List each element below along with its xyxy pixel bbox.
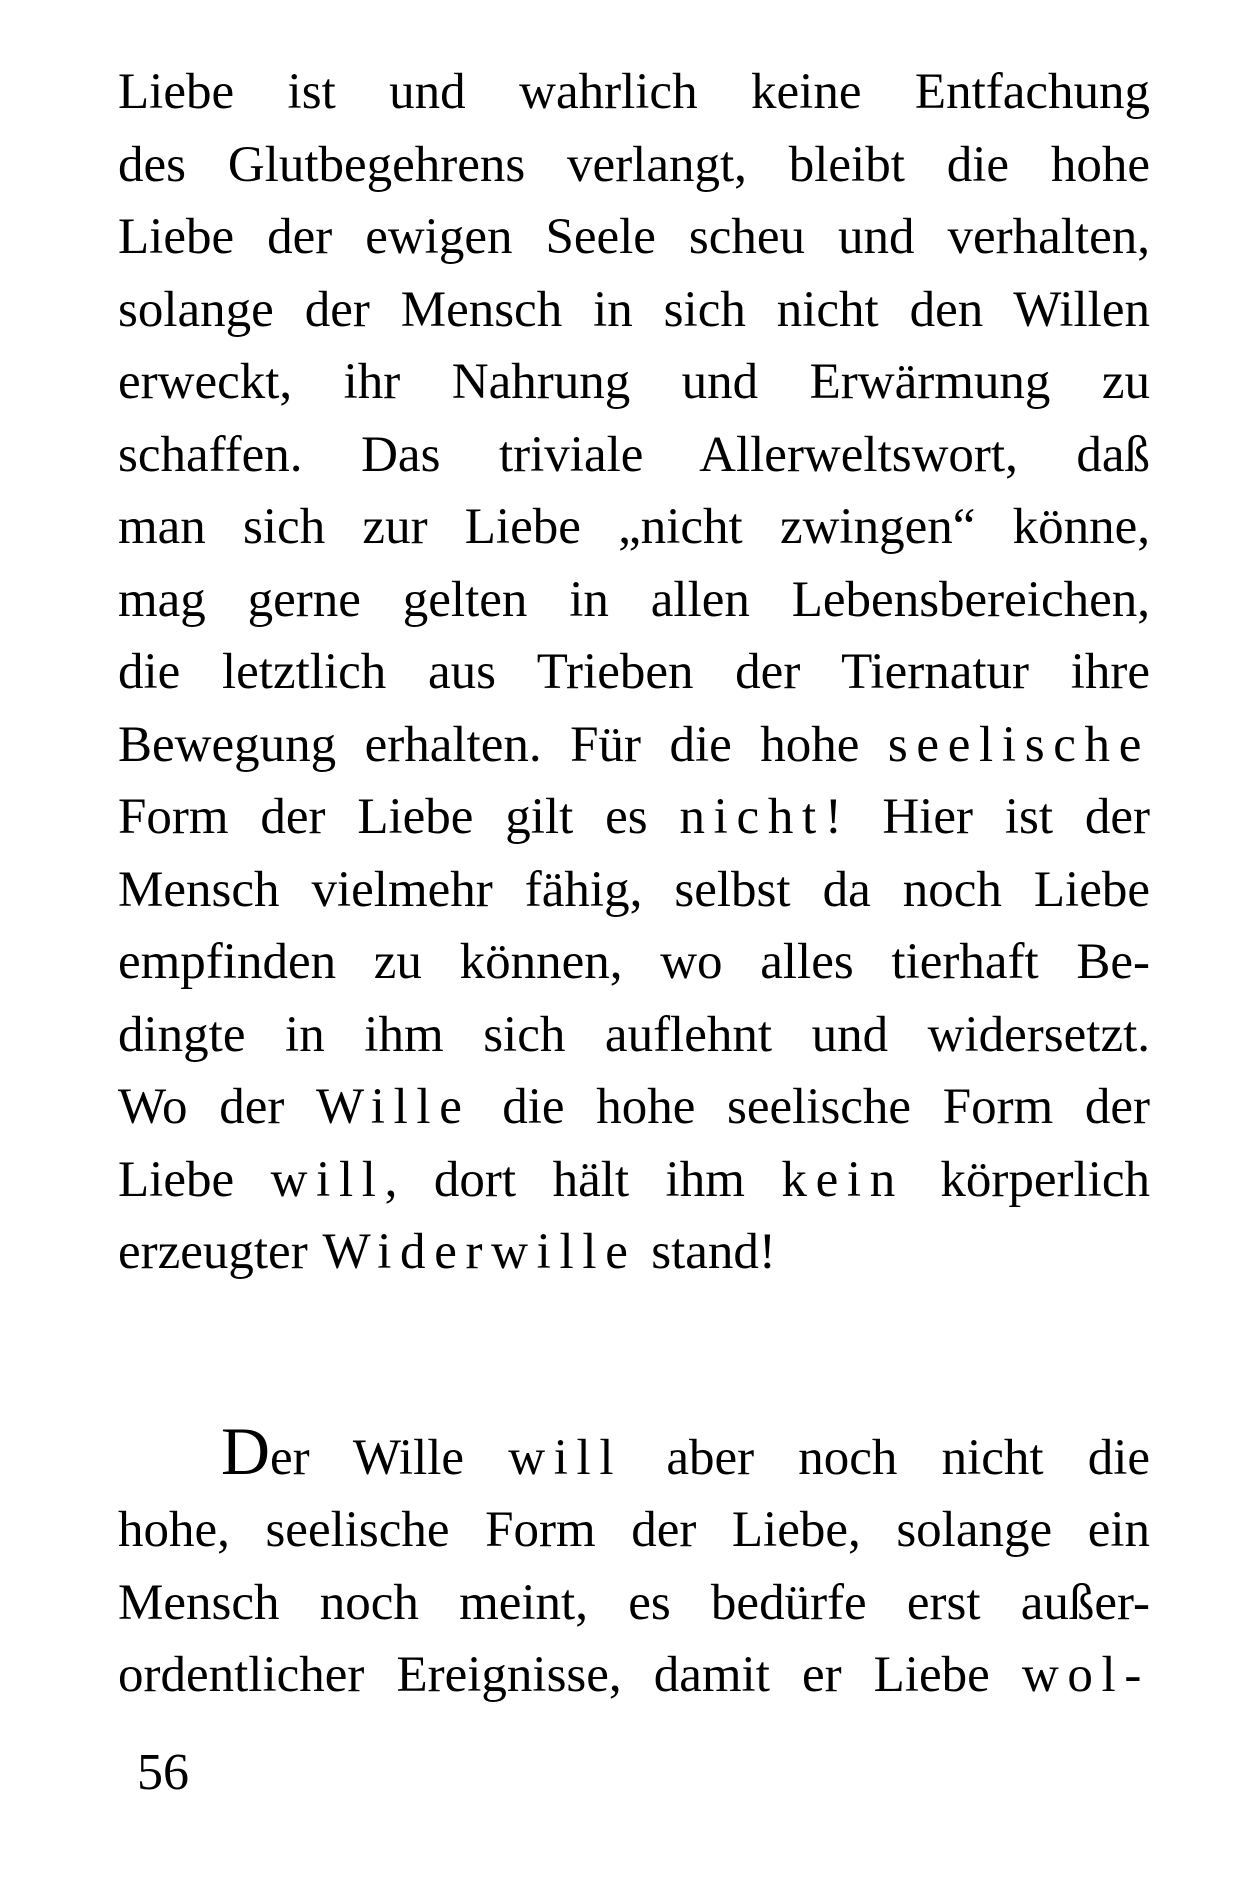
text-segment: die hohe seelische Form der [470, 1079, 1151, 1135]
initial-cap: D [221, 1413, 270, 1489]
text-segment: Bewegung erhalten. Für die hohe [118, 716, 888, 773]
text-segment: erweckt, ihr Nahrung und Erwärmung zu [118, 354, 1150, 410]
text-segment: Mensch vielmehr fähig, selbst da noch Liebe [118, 861, 1150, 918]
text-line [118, 1494, 1150, 1567]
letterspaced-word: Widerwille [322, 1224, 637, 1280]
text-line [118, 1071, 1150, 1144]
text-line [118, 201, 1150, 274]
text-line [118, 129, 1150, 202]
letterspaced-word: kein [781, 1151, 904, 1208]
text-segment: aber noch nicht die [622, 1429, 1150, 1486]
text-segment: erzeugter [118, 1224, 323, 1280]
text-segment: solange der Mensch in sich nicht den Willen [118, 281, 1150, 338]
paragraph [118, 1413, 1150, 1712]
text-segment: , dort hält ihm [384, 1151, 782, 1208]
text-line [118, 491, 1150, 564]
text-segment: Liebe ist und wahrlich keine Entfachung [118, 64, 1150, 120]
text-segment: Liebe der ewigen Seele scheu und verhalten, [118, 209, 1150, 265]
text-segment: Form der Liebe gilt es [118, 789, 680, 845]
text-line [118, 854, 1150, 927]
page-number: 56 [137, 1744, 189, 1801]
text-segment: dingte in ihm sich auflehnt und widersetzt. [118, 1006, 1150, 1063]
text-segment: Wo der [118, 1079, 316, 1135]
text-segment: man sich zur Liebe „nicht zwingen“ könne, [118, 499, 1150, 555]
text-segment: Mensch noch meint, es bedürfe erst außer- [118, 1574, 1150, 1631]
text-segment: er Wille [269, 1429, 509, 1486]
text-line [118, 781, 1150, 854]
text-segment: des Glutbegehrens verlangt, bleibt die hohe [118, 136, 1150, 193]
text-line [118, 1413, 1150, 1495]
text-segment: hohe, seelische Form der Liebe, solange ein [118, 1502, 1150, 1558]
text-line [118, 419, 1150, 492]
letterspaced-word: Wille [315, 1079, 471, 1135]
text-segment: ordentlicher Ereignisse, damit er Liebe [118, 1647, 1022, 1703]
text-segment: mag gerne gelten in allen Lebensbereichen, [118, 571, 1150, 628]
text-line [118, 564, 1150, 637]
paragraph [118, 56, 1150, 1289]
letterspaced-word: will [270, 1151, 385, 1208]
text-segment: Hier ist der [850, 789, 1150, 845]
letterspaced-word: seelische [887, 716, 1150, 773]
text-segment: Liebe [118, 1151, 271, 1208]
text-segment: stand! [636, 1224, 776, 1280]
text-line [118, 1567, 1150, 1640]
text-line [118, 346, 1150, 419]
text-segment: körperlich [903, 1151, 1150, 1208]
text-line [118, 709, 1150, 782]
text-segment: empfinden zu können, wo alles tierhaft Be- [118, 934, 1150, 990]
text-line [118, 56, 1150, 129]
letterspaced-word: wol- [1021, 1647, 1150, 1703]
text-line [118, 274, 1150, 347]
text-line [118, 926, 1150, 999]
text-line [118, 1639, 1150, 1712]
text-line [118, 1144, 1150, 1217]
text-line [118, 1216, 1150, 1289]
letterspaced-word: will [508, 1429, 623, 1486]
text-line [118, 636, 1150, 709]
text-segment: die letztlich aus Trieben der Tiernatur ihre [118, 644, 1150, 700]
letterspaced-word: nicht! [679, 789, 851, 845]
text-line [118, 999, 1150, 1072]
page-text [118, 56, 1150, 1712]
text-segment: schaffen. Das triviale Allerweltswort, daß [118, 426, 1150, 483]
